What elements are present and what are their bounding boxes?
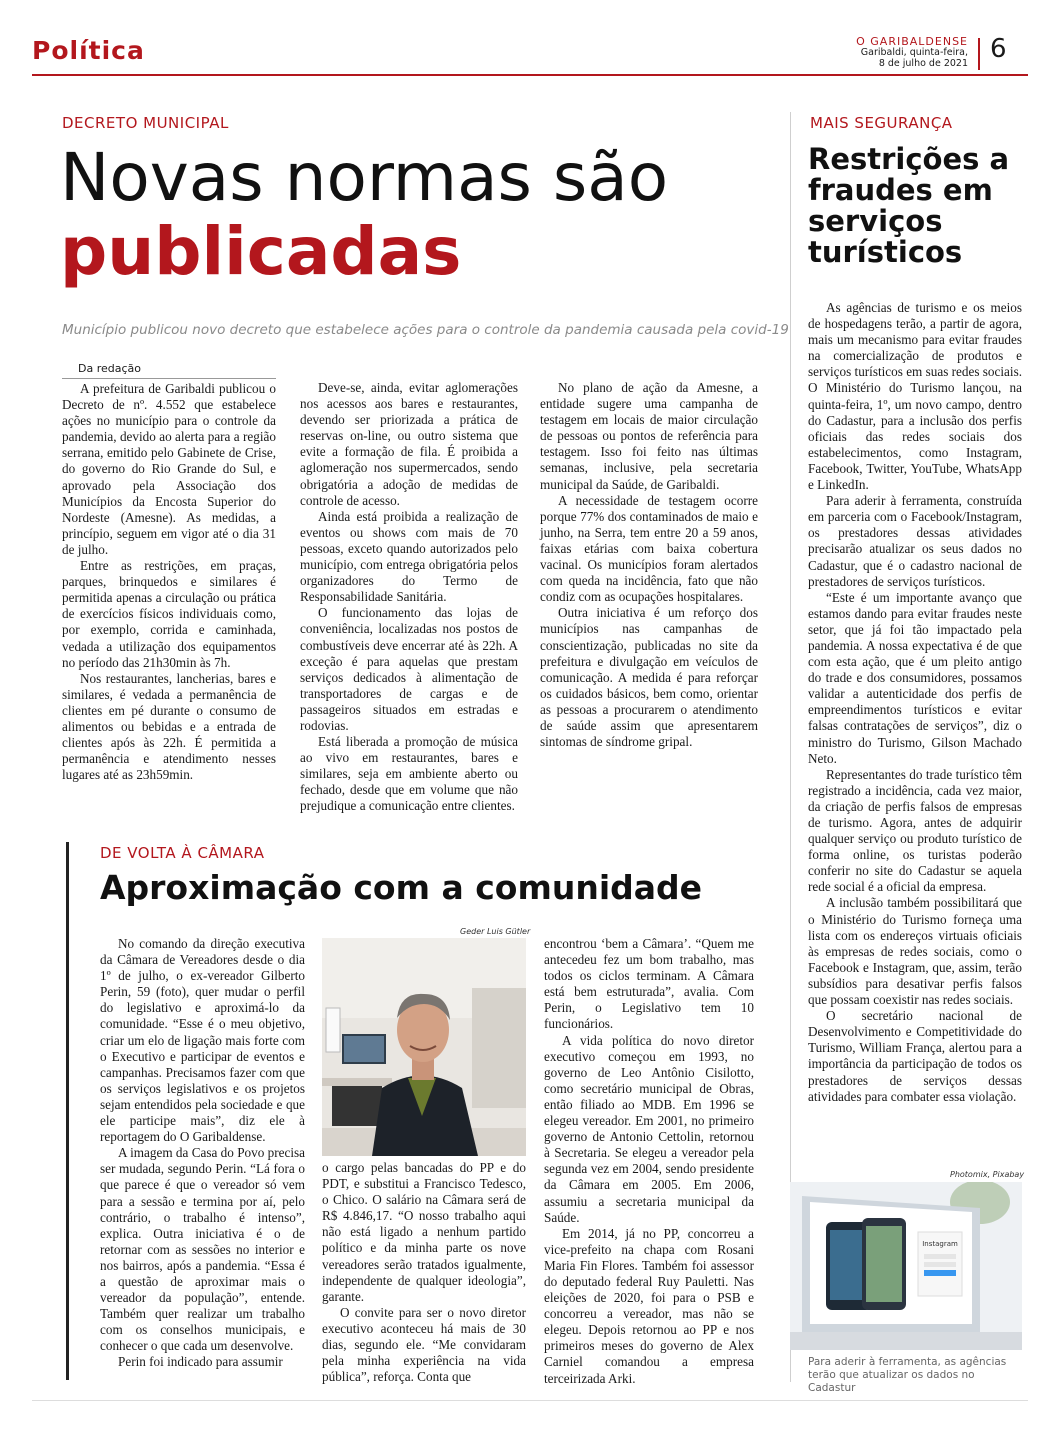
second-title: Aproximação com a comunidade [100,868,703,907]
sidebar-title: Restrições a fraudes em serviços turísticos [808,142,1010,269]
laptop-illustration [790,1182,1022,1350]
paragraph: No comando da direção executiva da Câmara de Vereadores desde o dia 1º de julho, o ex-vereador Gilberto Perin, 59 (foto), quer mudar o perfil do legislativo e aproximá-lo da comunidade. “Esse é o meu objetivo, criar um elo de ligação mais forte com o Executivo e participar de eventos e campanhas. Precisamos fazer com que os serviços legislativos e os projetos sejam entendidos pela sociedade e que ele participe mais”, diz ele à reportagem do O Garibaldense. [100,936,305,1145]
paragraph: O secretário nacional de Desenvolvimento e Competitividade do Turismo, William França, alertou para a importância da participação de todos os prestadores de serviços dessas atividades para combater essa violação. [808,1008,1022,1104]
instagram-laptop-photo [790,1182,1022,1350]
paragraph: Perin foi indicado para assumir [118,1354,283,1370]
screen-brand: Instagram [922,1240,958,1248]
portrait-illustration [322,938,526,1156]
paragraph: O funcionamento das lojas de conveniência, localizadas nos postos de combustíveis deve encerrar até às 22h. A exceção é para aquelas que prestam serviços dedicados à alimentação de transportadores de cargas e de passageiros situados em estradas e rodovias. [300,605,518,733]
paragraph: Deve-se, ainda, evitar aglomerações nos acessos aos bares e restaurantes, devendo ser priorizada a prática de reservas on-line, ou outro sistema que evite a formação de fila. É proibida a aglomeração nos supermercados, sendo obrigatória a adoção de medidas de controle de acesso. [300,380,518,508]
sidebar-column [808,300,1022,1105]
paragraph: Nos restaurantes, lancherias, bares e similares, é vedada a permanência de clientes em pé durante o consumo de alimentos ou bebidas e a entrada de clientes após às 22h. É permitida a permanência e atendimento nesses lugares até as 23h59min. [62,670,276,783]
header-divider [978,38,980,70]
second-column-2 [322,1160,526,1385]
photo-credit: Geder Luis Gütler [460,927,531,936]
paragraph: Representantes do trade turístico têm registrado a incidência, cada vez maior, da criação de perfis falsos de empresas de turismo. Agora, antes de adquirir qualquer serviço ou produto turístico de forma online, os turistas poderão conferir no site do Cadastur se aquela rede social é a oficial da empresa. [808,766,1022,895]
main-column-1 [62,381,276,783]
paper-name: O GARIBALDENSE [856,35,968,48]
main-subtitle: Município publicou novo decreto que estabelece ações para o controle da pandemia causada pela covid-19 [62,322,789,338]
sidebar-kicker: MAIS SEGURANÇA [810,114,953,132]
paragraph: Está liberada a promoção de música ao vivo em restaurantes, bares e similares, seja em ambiente aberto ou fechado, desde que em volume que não prejudique a comunicação entre clientes. [300,734,518,814]
paragraph: encontrou ‘bem a Câmara’. “Quem me antecedeu fez um bom trabalho, mas todos os ciclos terminam. A Câmara está bem estruturada”, avalia. Com Perin, o Legislativo tem 10 funcionários. [544,936,754,1032]
main-title-line1: Novas normas são [60,139,669,216]
dateline-2: 8 de julho de 2021 [878,58,968,69]
sidebar-photo-credit: Photomix, Pixabay [950,1170,1025,1179]
paragraph: O convite para ser o novo diretor executivo aconteceu há mais de 30 dias, segundo ele. “Me convidaram pela minha experiência na vida pública”, reforça. Conta que [322,1304,526,1385]
section-title: Política [32,36,145,65]
paragraph: No plano de ação da Amesne, a entidade sugere uma campanha de testagem em locais de maior circulação de pessoas ou pontos de referência para testagem. Isso foi feito nas últimas semanas, inclusive, pela secretaria municipal da Saúde, de Garibaldi. [540,380,758,492]
header-rule [32,74,1028,76]
main-column-3 [540,380,758,750]
paragraph: Para aderir à ferramenta, construída em parceria com o Facebook/Instagram, os prestadores dessas atividades precisarão atualizar os seus dados no Cadastur, que é o cadastro nacional de prestadores de serviços turísticos. [808,493,1022,589]
byline-rule [62,378,276,379]
paragraph: Entre as restrições, em praças, parques, brinquedos e similares é permitida apenas a circulação ou prática de exercícios físicos individuais como, por exemplo, corrida e caminhada, vedada a utilização dos equipamentos no período das 21h30min às 7h. [62,558,276,670]
article-side-bar [66,842,69,1380]
sidebar-caption: Para aderir à ferramenta, as agências terão que atualizar os dados no Cadastur [808,1356,1007,1394]
paragraph: o cargo pelas bancadas do PP e do PDT, e substitui a Francisco Tedesco, o Chico. O salário na Câmara será de R$ 4.846,17. “O nosso trabalho aqui não está ligado a nenhum partido político e da minha parte os nove vereadores serão tratados igualmente, independente de qualquer ideologia”, garante. [322,1160,526,1304]
paragraph: A prefeitura de Garibaldi publicou o Decreto de nº. 4.552 que estabelece ações no município para o controle da pandemia, devido ao alerta para a região serrana, emitido pelo Gabinete de Crise, do governo do Rio Grande do Sul, e aprovado pela Associação dos Municípios da Encosta Superior do Nordeste (Amesne). As medidas, a princípio, seguem em vigor até o dia 31 de julho. [62,381,276,557]
paper-info [856,36,968,69]
footer-rule [32,1400,1028,1401]
main-kicker: DECRETO MUNICIPAL [62,114,229,132]
byline: Da redação [78,362,141,375]
paragraph: Ainda está proibida a realização de eventos ou shows com mais de 70 pessoas, exceto quando autorizados pelo município, com entrega obrigatória pelos organizadores do Termo de Responsabilidade Sanitária. [300,508,518,605]
main-title-line2: publicadas [60,213,462,290]
paragraph: A inclusão também possibilitará que o Ministério do Turismo forneça uma lista com os endereços virtuais oficiais às empresas de redes sociais, como o Facebook e Instagram, que, assim, terão subsídios para desativar perfis falsos que possam coexistir nas redes sociais. [808,895,1022,1008]
dateline-1: Garibaldi, quinta-feira, [860,47,968,58]
paragraph: A imagem da Casa do Povo precisa ser mudada, segundo Perin. “Lá fora o que parece é que o vereador só vem para a sessão e termina por aí, pelo contrário, o trabalho é intenso”, explica. Outra iniciativa é o de retornar com as sessões no interior e nos bairros, após a pandemia. “Essa é a questão de aproximar mais o vereador da população”, entende. Também quer realizar um trabalho com os conselhos municipais, e conhecer o que cada um desenvolve. [100,1145,305,1354]
paragraph: Em 2014, já no PP, concorreu a vice-prefeito na chapa com Rosani Maria Fin Flores. Também foi assessor do deputado federal Ruy Pauletti. Nas eleições de 2020, foi para o PSB e concorreu a vereador, mas não se elegeu. Depois retornou ao PP e nos primeiros meses do governo de Alex Carniel comandou a empresa terceirizada Arki. [544,1225,754,1386]
perin-photo [322,938,526,1156]
second-kicker: DE VOLTA À CÂMARA [100,844,265,862]
page-number: 6 [990,34,1007,64]
paragraph: As agências de turismo e os meios de hospedagens terão, a partir de agora, mais um mecanismo para evitar fraudes na comercialização de produtos e serviços turísticos em suas redes sociais. O Ministério do Turismo lançou, na quinta-feira, 1º, um novo campo, dentro do Cadastur, para a inclusão dos perfis oficiais das redes sociais dos estabelecimentos, como Instagram, Facebook, Twitter, YouTube, WhatsApp e LinkedIn. [808,300,1022,493]
second-column-3 [544,936,754,1387]
paragraph: A necessidade de testagem ocorre porque 77% dos contaminados de maio e junho, na Serra, tem entre 20 a 59 anos, faixas etárias com baixa cobertura vacinal. Os municípios foram alertados com queda na incidência, fato que não condiz com as ocupações hospitalares. [540,492,758,605]
paragraph: “Este é um importante avanço que estamos dando para evitar fraudes neste setor, que já foi tão impactado pela pandemia. A nossa expectativa é de que com esta ação, que é um pleito antigo do trade e dos consumidores, possamos validar a autenticidade dos perfis de empreendimentos turísticos e evitar falsas contratações de serviços”, diz o ministro do Turismo, Gilson Machado Neto. [808,589,1022,766]
second-column-1 [100,936,305,1371]
main-column-2 [300,380,518,815]
paragraph: A vida política do novo diretor executivo começou em 1993, no governo de Leo Antônio Cisilotto, como secretário municipal de Obras, então filiado ao MDB. Em 1996 se elegeu vereador. Em 2001, no primeiro governo de Antonio Cettolin, retornou à Secretaria. Se elegeu a vereador pela segunda vez em 2004, sendo presidente da Câmara em 2005. Em 2006, assumiu a secretaria municipal da Saúde. [544,1032,754,1225]
paragraph: Outra iniciativa é um reforço dos municípios nas campanhas de conscientização, publicadas no site da prefeitura e divulgação em veículos de comunicação. A medida é para reforçar os cuidados básicos, bem como, orientar as pessoas a procurarem o atendimento de saúde assim que apresentarem sintomas de síndrome gripal. [540,605,758,750]
